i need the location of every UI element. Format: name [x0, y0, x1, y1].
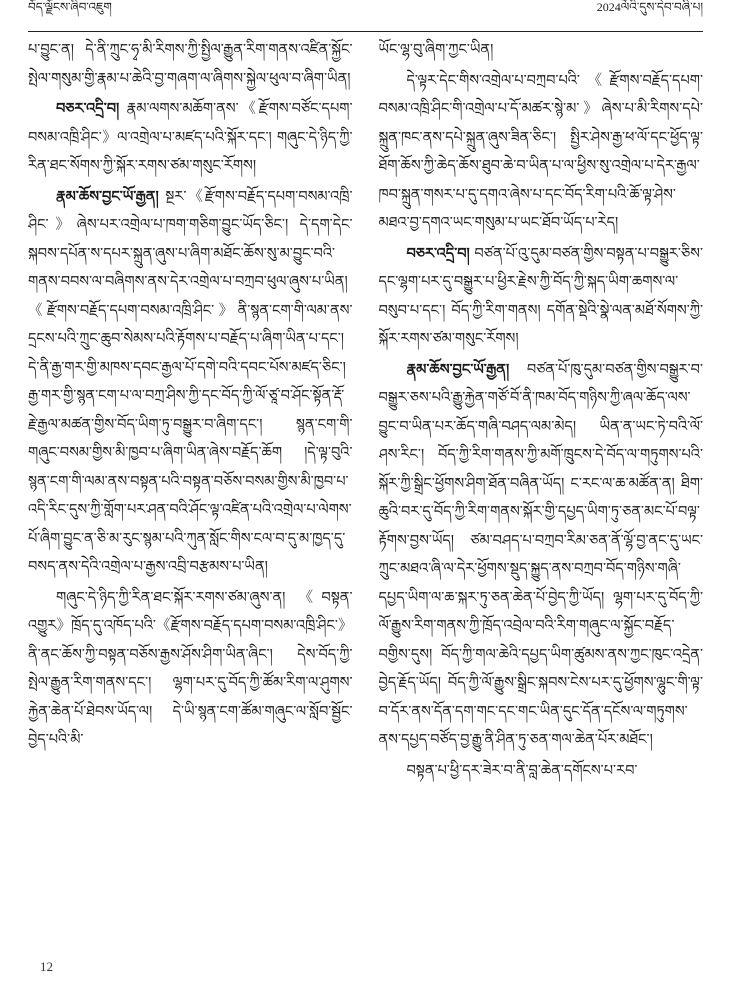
paragraph: [28, 183, 353, 582]
paragraph: [28, 95, 353, 181]
speaker-label: བཅར་འདྲི་བ།: [406, 245, 470, 262]
two-column-body: [28, 36, 703, 947]
speaker-label: བཅར་འདྲི་བ།: [56, 101, 120, 117]
right-column: [379, 36, 704, 947]
paragraph-text: དེ་ལྟར་དེང་གིས་འགྲེལ་པ་བཀྲབ་པའི་《རྫོགས་བརྗོད་དཔག་བསམ་འཁྲི་ཤིང་གི་འགྲེལ་པ་དོ་མཚར་སྙེ་མ་》ཞེས་པ་མི་རིགས་དཔེ་སྐྲུན་ཁང་ནས་དཔེ་སྐྲུན་ཞུས་ཟིན་ཅིང་། སྤྱིར་ཤེས་རྒྱ་ཕ་ལོ་དང་ཕྱོད་ལྟ་ཐོག་ཆོས་ཀྱི་ཆེད་ཆོས་ཐུབ་ཆེ་བ་ཡིན་པ་ལ་ཕྱིས་སུ་འགྲེལ་པ་དེར་རྒྱལ་ཁབ་སྐྲུན་གསར་པ་དུ་དགའ་ཞེས་པ་དང་བོད་རིག་པའི་ཆོ་ལྟ་ཤེས་མཐའ་བྱ་དགའ་ཡང་གསུམ་པ་ཡང་ཐོབ་ཡོད་པ་རེད།: [378, 72, 703, 231]
left-column: [28, 36, 353, 947]
paragraph: [379, 356, 704, 755]
paragraph-text: བཙན་པོ་ཁུ་དུམ་བཙན་གྱིས་བསྒྱུར་བ་བསྒྱུར་ཅས་པའི་རྒྱུ་རྐྱེན་གཙོ་བོ་ནི་ཁམ་བོད་གཉིས་ཀྱི་ཞལ་ཆོད་ལས་བྱུང་བ་ཡིན་པར་ཆོད་གཞི་བཤད་ལམ་མེད། ཡིན་ན་ཡང་ཏེ་བའི་ལོ་ཤས་རིང་། བོད་ཀྱི་རིག་གནས་ཀྱི་མགོ་ཁྲུངས་དེ་བོད་ལ་གཏུགས་པའི་སྐོར་ཀྱི་སྒྲིང་ཕྱོགས་ཤིག་ཐོན་བཞིན་ཡོད། ང་རང་ལ་ཆ་མཚོན་ན། ཐིག་ཆུའི་བར་དུ་བོད་ཀྱི་རིག་གནས་སྐོར་གྱི་དཔྱད་ཡིག་ཏུ་ཅན་མང་པོ་བལྟ་རྟོགས་བྱས་ཡོད། ཙམ་བཤད་པ་བཀྲབ་རིམ་ཅན་ནོ་ལྷོ་བྱ་ནང་དུ་ཡང་ཀྲུང་མཐའ་ཞི་ལ་དེར་ཕྱོགས་སྡུད་སྐྱུད་ནས་བཀྲབ་བོད་གཉིས་གཞི་དཔྱད་ཡིག་ལ་ཆ་སྐར་ཏུ་ཅན་ཆེན་པོ་བྱེད་ཀྱི་ཡོད། ལྷག་པར་དུ་བོད་ཀྱི་ལོ་རྒྱུས་རིག་གནས་ཀྱི་ཁྲོད་འབྲེལ་བའི་རིག་གཞུང་ལ་སྐྱོང་བརྗོད་བགྱིས་དུས། བོད་ཀྱི་གལ་ཆེའི་དཔྱད་ཡིག་ཚུམས་ནས་ཀྱང་ཁུང་འདྲེན་བྱེད་རྗོད་ཡོད། བོད་ཀྱི་ལོ་རྒྱུས་སྒྲིང་སྐབས་ངེས་པར་དུ་ཕྱོགས་ལྷུང་གི་ལྟ་བ་དོར་ནས་དོན་དག་གང་དང་གང་ཡིན་དུང་དོན་དངོས་ལ་གཏུགས་ནས་དཔྱད་བཙོད་བྱ་རྒྱུ་ནི་ཤིན་ཏུ་ཅན་གལ་ཆེན་པོར་མཐོང་།: [378, 361, 703, 748]
running-header: [28, 0, 703, 32]
paragraph: [379, 240, 704, 354]
paragraph: [28, 36, 353, 93]
paragraph-text: ཡོང་ལྷ་བུ་ཞིག་ཀྱང་ཡིན།: [378, 42, 494, 58]
paragraph: [379, 757, 704, 786]
paragraph-text: བཙན་པོ་འུ་དུམ་བཙན་གྱིས་བསྟན་པ་བསྒྱུར་ཅིས་དང་ལྷག་པར་དུ་བསྒྱུར་པ་ཕྱིར་རྗེས་ཀྱི་བོད་ཀྱི་སྐད་ཡིག་ཆགས་ལ་བསུབ་པ་དང་། བོད་ཀྱི་རིག་གནས། དགོན་སྡེའི་སྣེ་ལན་མཐོ་སོགས་ཀྱི་སྐོར་རགས་ཙམ་གསུང་རོགས།: [378, 245, 703, 347]
page-number: 12: [40, 959, 53, 974]
paragraph-text: རྣམ་ལགས་མཆོག་ནས་《རྫོགས་བཙོང་དཔག་བསམ་འཁྲི་ཤིང་》ལ་འགྲེལ་པ་མཛད་པའི་སྐོར་དང་། གཞུང་དེ་ཉིད་ཀྱི་རིན་ཐང་སོགས་ཀྱི་སྐོར་རགས་ཙམ་གསུང་རོགས།: [28, 101, 353, 174]
paragraph: [379, 36, 704, 65]
paragraph-text: སྔར་《རྫོགས་བརྗོད་དཔག་བསམ་འཁྲི་ཤིང་》ཞེས་པར་འགྲེལ་པ་ཁག་གཅིག་བྱུང་ཡོད་ཅིང་། དེ་དག་དེང་སྐབས་དཔོན་ས་དཔར་སྐྲུན་ཞུས་པ་ཞིག་མཐོང་ཆོས་སུ་མ་བྱུང་བའི་གནས་བབས་ལ་བཞིགས་ནས་དེར་འགྲེལ་པ་བཀྲབ་ཕུལ་ཞུས་པ་ཡིན། 《རྫོགས་བརྗོད་དཔག་བསམ་འཁྲི་ཤིང་》ནི་སྙན་ངག་གི་ལམ་ནས་དྲངས་པའི་ཀྲུང་ཆུབ་སེམས་པའི་རྟོགས་པ་བརྗོད་པ་ཞིག་ཡིན་པ་དང་། དེ་ནི་རྒྱ་གར་གྱི་མཁས་དབང་རྒྱལ་པོ་དགེ་བའི་དབང་པོས་མཛད་ཅིང་། རྒྱ་གར་གྱི་སྙན་ངག་པ་ལ་བཀྲ་ཤིས་ཀྱི་དང་བོད་ཀྱི་ལོ་ཙཱ་བ་ཤོང་སྟོན་རྡོ་རྗེ་རྒྱལ་མཚན་གྱིས་བོད་ཡིག་ཏུ་བསྒྱུར་བ་ཞིག་དང་། སྙན་ངག་གི་གཞུང་བསམ་གྱིས་མི་ཁྱབ་པ་ཞིག་ཡིན་ཞེས་བརྗོད་ཆོག །དེ་ལྟ་བུའི་སྙན་ངག་གི་ལམ་ནས་བསྟན་པའི་བསྟན་བཅོས་བསམ་གྱིས་མི་ཁྱབ་པ་འདི་རིང་དུས་ཀྱི་གློག་པར་ཤན་བའི་ཤོང་ལྟ་འཛིན་པའི་འགྲེལ་པ་ལེགས་པོ་ཞིག་བྱུང་ན་ཅི་མ་རུང་སྙམ་པའི་ཀུན་སློང་གིས་ངལ་བ་དུ་མ་ཁྱད་དུ་བསད་ནས་དེའི་འགྲེལ་པ་རྒྱས་འབྲི་བརྩམས་པ་ཡིན།: [28, 188, 353, 575]
speaker-label: རྣམ་ཆོས་བྱང་ཡོ་རྒྱན།: [56, 188, 159, 205]
paragraph-text: གཞུང་དེ་ཉིད་ཀྱི་རིན་ཐང་སྐོར་རགས་ཙམ་ཞུས་ན། 《བསྟན་འགྱུར》ཁྲོད་དུ་འཁོད་པའི་《རྫོགས་བརྗོད་དཔག་བསམ་འཁྲི་ཤིང་》ནི་ནང་ཆོས་ཀྱི་བསྟན་བཅོས་རྒྱས་ཤོས་ཤིག་ཡིན་ཞིང་། དེས་བོད་ཀྱི་སྤེལ་རྒྱུན་རིག་གནས་དང་། ལྷག་པར་དུ་བོད་ཀྱི་ཚོམ་རིག་ལ་ཤུགས་རྐྱེན་ཆེན་པོ་ཐེབས་ཡོད་ལ། དེ་ཡི་སྙན་ངག་ཚོམ་གཞུང་ལ་སློབ་སྦྱོང་བྱེད་པའི་མི་: [28, 589, 353, 748]
paragraph-text: བསྟན་པ་ཕྱི་དར་ཟེར་བ་ནི་བླ་ཆེན་དགོངས་པ་རབ་: [406, 762, 638, 779]
paragraph: [28, 584, 353, 755]
journal-title: བོད་ལྗོངས་ཞིབ་འཇུག: [28, 0, 112, 14]
paragraph-text: པ་བྱུང་ན། དེ་ནི་ཀྲུང་ཧྭ་མི་རིགས་ཀྱི་སྤྱིལ་རྒྱུན་རིག་གནས་འཛིན་སྐྱོང་སྤེལ་གསུམ་གྱི་རྣམ་པ་ཆེའི་བྱ་གཞག་ལ་ཞིགས་སྐྱེལ་ཕུལ་བ་ཞིག་ཡིན།: [28, 42, 353, 87]
issue-label: 2024ལོའི་དུས་དེབ་བཞི་པ།: [596, 0, 703, 14]
paragraph: [379, 67, 704, 238]
speaker-label: རྣམ་ཆོས་བྱང་ཡོ་རྒྱན།: [406, 361, 510, 378]
